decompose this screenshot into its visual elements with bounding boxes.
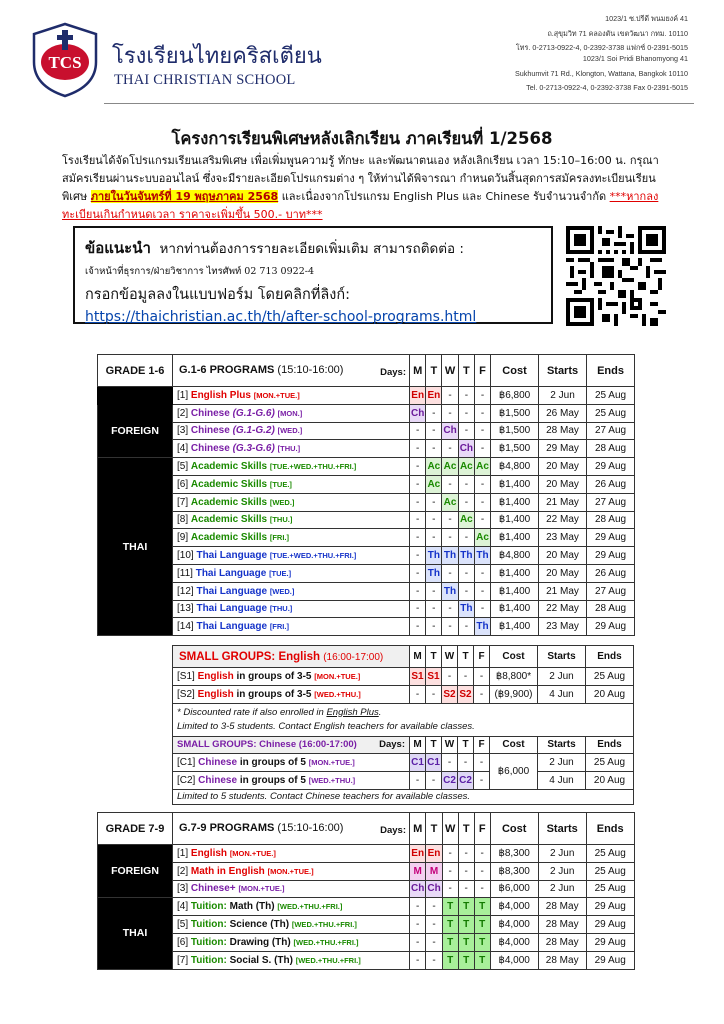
table-row: [6] Tuition: Drawing (Th) [WED.+THU.+FRI.] - - T T T ฿4,000 28 May 29 Aug [98,933,635,951]
category-foreign: FOREIGN [98,404,173,457]
registration-deadline: ภายในวันจันทร์ที่ 19 พฤษภาคม 2568 [90,190,279,203]
table-row: THAI [5] Academic Skills [TUE.+WED.+THU.+FRI.] - Ac Ac Ac Ac ฿4,800 20 May 29 Aug [98,458,635,476]
table-row: [8] Academic Skills [THU.] - - - Ac - ฿1,400 22 May 28 Aug [98,511,635,529]
table-row: [14] Thai Language [FRI.] - - - - Th ฿1,400 23 May 29 Aug [98,618,635,636]
table-header: GRADE 1-6 G.1-6 PROGRAMS (15:10-16:00) Days: M T W T F Cost Starts Ends [98,355,635,387]
table-header: GRADE 7-9 G.7-9 PROGRAMS (15:10-16:00) Days: M T W T F Cost Starts Ends [98,813,635,845]
table-row: [3] Chinese+ [MON.+TUE.] Ch Ch - - - ฿6,000 2 Jun 25 Aug [98,880,635,898]
table-row: [13] Thai Language [THU.] - - - Th - ฿1,400 22 May 28 Aug [98,600,635,618]
qr-code[interactable] [566,226,666,326]
table-small-groups [172,645,634,805]
small-groups-chinese-note: Limited to 5 students. Contact Chinese teachers for available classes. [173,789,634,804]
header-divider [104,103,694,104]
svg-text:TCS: TCS [48,53,82,72]
programs-heading: G.7-9 PROGRAMS (15:10-16:00) Days: [173,813,410,845]
registration-link[interactable]: https://thaichristian.ac.th/th/after-school-programs.html [85,309,477,325]
table-row: [12] Thai Language [WED.] - - Th - - ฿1,400 21 May 27 Aug [98,582,635,600]
small-groups-english-note: * Discounted rate if also enrolled in English Plus. Limited to 3-5 students. Contact English teachers for available classes. [173,703,634,736]
category-foreign: FOREIGN [98,845,173,898]
table-row: [3] Chinese (G.1-G.2) [WED.] - - Ch - - ฿1,500 28 May 27 Aug [98,422,635,440]
table-row: [2] Math in English [MON.+TUE.] M M - - - ฿8,300 2 Jun 25 Aug [98,862,635,880]
school-logo [30,22,100,98]
table-row: FOREIGN [1] English [MON.+TUE.] En En - - - ฿8,300 2 Jun 25 Aug [98,845,635,863]
category-thai: THAI [98,898,173,969]
table-row: FOREIGN [2] Chinese (G.1-G.6) [MON.] Ch - - - - ฿1,500 26 May 25 Aug [98,404,635,422]
grade-label: GRADE 1-6 [98,355,173,387]
table-row: [C2] Chinese in groups of 5 [WED.+THU.] - - C2 C2 - 4 Jun 20 Aug [173,772,634,790]
table-row: [S1] English in groups of 3-5 [MON.+TUE.] S1 S1 - - - ฿8,800* 2 Jun 25 Aug [173,668,634,686]
contact-line: เจ้าหน้าที่ธุรการ/ฝ่ายวิชาการ ไทรศัพท์ 02 713 0922-4 [85,266,314,277]
small-groups-chinese-header: SMALL GROUPS: Chinese (16:00-17:00) Days: M T W T F Cost Starts Ends [173,736,634,754]
table-row: [1] English Plus [MON.+TUE.] En En - - - ฿6,800 2 Jun 25 Aug [98,387,635,405]
table-grade-1-6 [97,354,635,636]
table-grade-7-9 [97,812,635,970]
table-row: [6] Academic Skills [TUE.] - Ac - - - ฿1,400 20 May 26 Aug [98,475,635,493]
small-groups-english-header: SMALL GROUPS: English (16:00-17:00) M T W T F Cost Starts Ends [173,646,634,668]
table-row: [S2] English in groups of 3-5 [WED.+THU.] - - S2 S2 - (฿9,900) 4 Jun 20 Aug [173,685,634,703]
advice-box: ข้อแนะนำ หากท่านต้องการรายละเอียดเพิ่มเติม สามารถติดต่อ : เจ้าหน้าที่ธุรการ/ฝ่ายวิชาการ ไทรศัพท์ 02 713 0922-4 กรอกข้อมูลลงในแบบฟอร์ม โดยคลิกที่ลิงก์: https://thaichristian.ac.th/th/after-school-programs.html [73,226,553,324]
table-row: [10] Thai Language [TUE.+WED.+THU.+FRI.] - Th Th Th Th ฿4,800 20 May 29 Aug [98,547,635,565]
advice-label: ข้อแนะนำ [85,239,151,257]
table-row: [4] Chinese (G.3-G.6) [THU.] - - - Ch - ฿1,500 29 May 28 Aug [98,440,635,458]
address-english: 1023/1 Soi Pridi Bhanomyong 41 Sukhumvit 71 Rd., Klongton, Wattana, Bangkok 10110 Tel. 0-2713-0922-4, 0-2392-3738 Fax 0-2391-5015 [514,54,688,92]
table-row: [7] Academic Skills [WED.] - - Ac - - ฿1,400 21 May 27 Aug [98,493,635,511]
school-name-thai: โรงเรียนไทยคริสเตียน [112,44,322,69]
grade-label: GRADE 7-9 [98,813,173,845]
intro-paragraph: โรงเรียนได้จัดโปรแกรมเรียนเสริมพิเศษ เพื่อเพิ่มพูนความรู้ ทักษะ และพัฒนาตนเอง หลังเลิกเรียน เวลา 15:10–16:00 น. กรุณาสมัครเรียนผ่านระบบออนไลน์ ซึ่งจะมีรายละเอียดโปรแกรมต่าง ๆ ให้ท่านได้พิจารณา กำหนดวันสิ้นสุดการสมัครลงทะเบียนเรียนพิเศษ ภายในวันจันทร์ที่ 19 พฤษภาคม 2568 และเนื่องจากโปรแกรม English Plus และ Chinese รับจำนวนจำกัด ***หากลงทะเบียนเกินกำหนดเวลา ราคาจะเพิ่มขึ้น 500.- บาท*** [62,154,659,221]
programs-heading: G.1-6 PROGRAMS (15:10-16:00) Days: [173,355,410,387]
school-name-en: THAI CHRISTIAN SCHOOL [114,72,296,88]
table-row: [C1] Chinese in groups of 5 [MON.+TUE.] C1 C1 - - - ฿6,000 2 Jun 25 Aug [173,754,634,772]
table-row: [9] Academic Skills [FRI.] - - - - Ac ฿1,400 23 May 29 Aug [98,529,635,547]
late-fee-notice: ***หากลงทะเบียนเกินกำหนดเวลา ราคาจะเพิ่มขึ้น 500.- บาท*** [62,190,659,221]
page-title: โครงการเรียนพิเศษหลังเลิกเรียน ภาคเรียนที่ 1/2568 [171,129,553,148]
table-row: [11] Thai Language [TUE.] - Th - - - ฿1,400 20 May 26 Aug [98,564,635,582]
form-instruction: กรอกข้อมูลลงในแบบฟอร์ม โดยคลิกที่ลิงก์: [85,287,351,303]
category-thai: THAI [98,458,173,636]
table-row: [5] Tuition: Science (Th) [WED.+THU.+FRI.] - - T T T ฿4,000 28 May 29 Aug [98,916,635,934]
table-row: THAI [4] Tuition: Math (Th) [WED.+THU.+FRI.] - - T T T ฿4,000 28 May 29 Aug [98,898,635,916]
address-thai: 1023/1 ซ.ปรีดี พนมยงค์ 41 ถ.สุขุมวิท 71 คลองตัน เขตวัฒนา กทม. 10110 โทร. 0-2713-0922-4, 0-2392-3738 แฟกซ์ 0-2391-5015 [515,14,688,52]
table-row: [7] Tuition: Social S. (Th) [WED.+THU.+FRI.] - - T T T ฿4,000 28 May 29 Aug [98,951,635,969]
